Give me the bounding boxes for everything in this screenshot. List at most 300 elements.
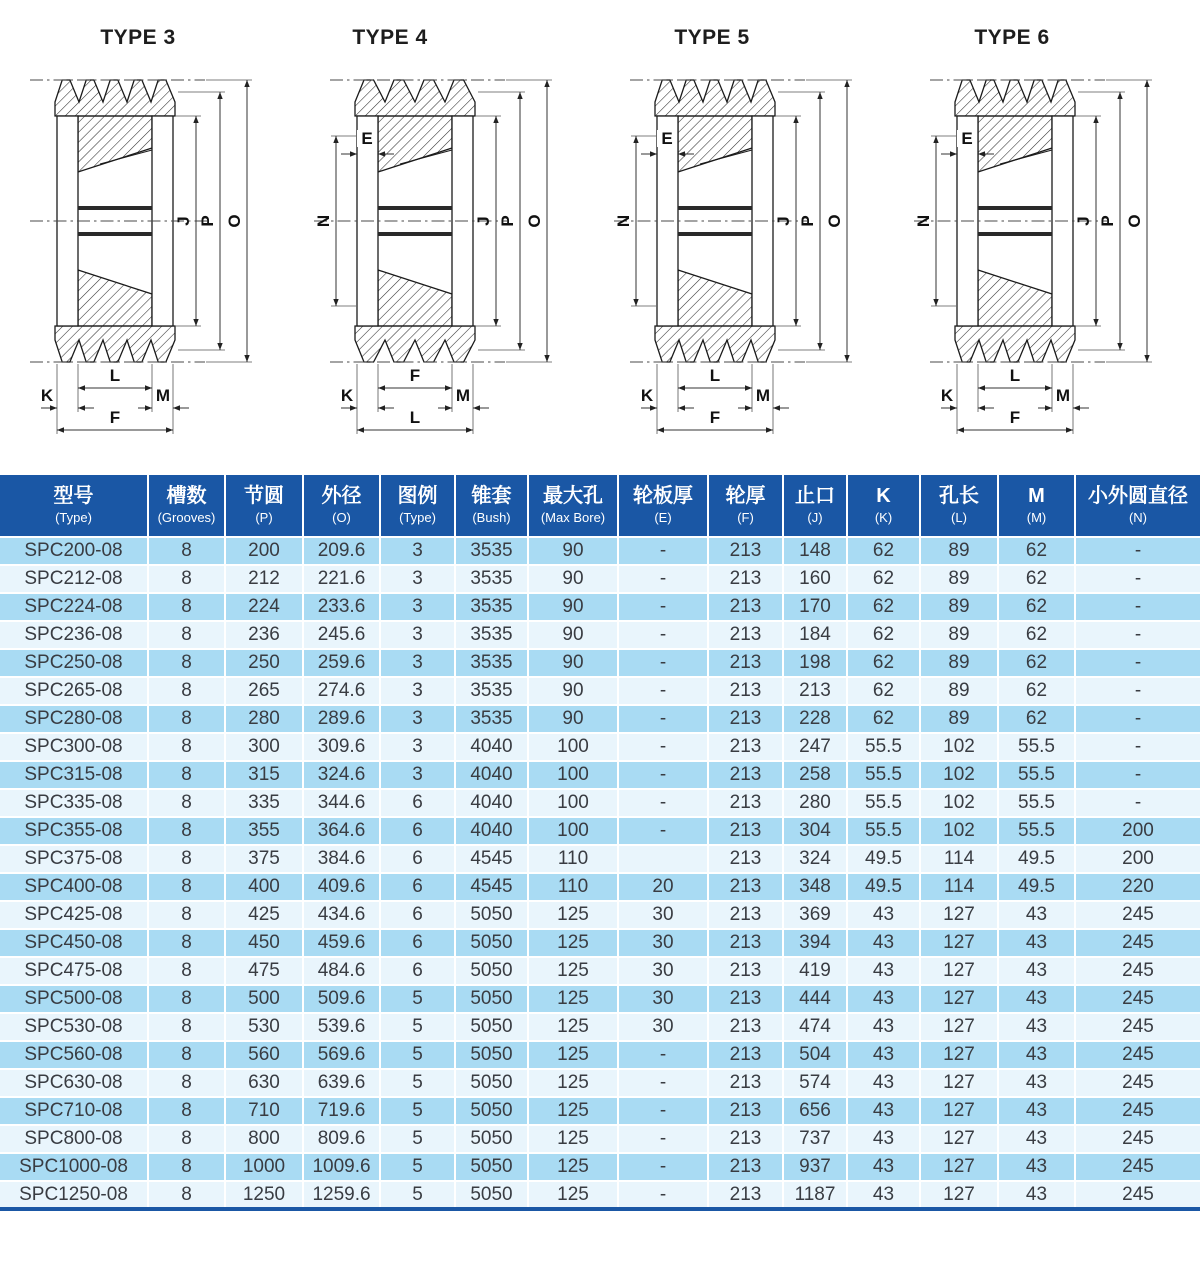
dim-label-e: E [661,129,673,148]
col-header-8 [708,475,783,537]
cell: 8 [148,985,225,1013]
cell: SPC1250-08 [0,1181,148,1209]
cell: 43 [998,1069,1075,1097]
cell: 62 [998,621,1075,649]
cell: 55.5 [847,817,920,845]
col-header-zh: K [876,485,891,507]
cell: 8 [148,1013,225,1041]
cell: SPC212-08 [0,565,148,593]
cell: 100 [528,789,618,817]
cell: 639.6 [303,1069,380,1097]
col-header-en: (P) [255,510,273,525]
col-header-en: (N) [1128,510,1148,525]
cell: 1000 [225,1153,303,1181]
cell: 8 [148,593,225,621]
cell: 236 [225,621,303,649]
cell: 1259.6 [303,1181,380,1209]
cell: 8 [148,929,225,957]
cell: 8 [148,537,225,565]
cell: 200 [1075,845,1200,873]
cell: 280 [783,789,847,817]
col-header-en: (M) [1026,510,1047,525]
cell: 8 [148,1153,225,1181]
cell: 212 [225,565,303,593]
cell: 5 [380,1153,455,1181]
cell: 89 [920,705,998,733]
cell: 6 [380,845,455,873]
col-header-zh: 止口 [795,485,835,507]
cell: 258 [783,761,847,789]
cell: 114 [920,873,998,901]
cell: 213 [708,1041,783,1069]
col-header-7 [618,475,708,537]
cell: 160 [783,565,847,593]
cell: 245 [1075,985,1200,1013]
spec-table [0,475,1200,1211]
col-header-zh: 外径 [321,485,362,507]
cell: 127 [920,1013,998,1041]
cell: 3535 [455,593,528,621]
cell: 102 [920,761,998,789]
cell: 5050 [455,957,528,985]
cell: 43 [998,1125,1075,1153]
cell: 114 [920,845,998,873]
pulley-drawing [900,52,1200,475]
cell: 127 [920,1097,998,1125]
cell: SPC800-08 [0,1125,148,1153]
cell: 434.6 [303,901,380,929]
cell: 30 [618,929,708,957]
cell: 110 [528,873,618,901]
diagram-type-5 [600,0,900,475]
cell: - [618,1125,708,1153]
cell: 89 [920,565,998,593]
cell: SPC200-08 [0,537,148,565]
cell: SPC400-08 [0,873,148,901]
cell: SPC236-08 [0,621,148,649]
table-row [0,1013,1200,1041]
col-header-11 [920,475,998,537]
cell: - [1075,789,1200,817]
cell: 474 [783,1013,847,1041]
cell: 5050 [455,1097,528,1125]
col-header-12 [998,475,1075,537]
cell: SPC265-08 [0,677,148,705]
dim-label-k: K [340,386,354,405]
cell: 500 [225,985,303,1013]
cell: 62 [998,537,1075,565]
cell: 62 [998,649,1075,677]
cell: 656 [783,1097,847,1125]
cell: SPC500-08 [0,985,148,1013]
cell: 8 [148,733,225,761]
dim-label-m: M [155,386,171,405]
cell: 484.6 [303,957,380,985]
col-header-13 [1075,475,1200,537]
cell: - [1075,537,1200,565]
cell: 213 [708,621,783,649]
cell: 5 [380,1125,455,1153]
cell: 100 [528,761,618,789]
cell: 55.5 [847,789,920,817]
cell: 3535 [455,677,528,705]
cell: 100 [528,817,618,845]
table-header-row [0,475,1200,537]
cell: 4040 [455,761,528,789]
col-header-1 [148,475,225,537]
dim-label-j: J [174,216,193,226]
cell: 213 [708,1153,783,1181]
cell: - [1075,733,1200,761]
cell: - [618,1041,708,1069]
cell: 127 [920,1153,998,1181]
cell: 213 [708,649,783,677]
cell: 233.6 [303,593,380,621]
cell: 43 [998,1097,1075,1125]
col-header-zh: 小外圆直径 [1088,485,1188,507]
cell: 245 [1075,1013,1200,1041]
dim-label-k: K [640,386,654,405]
diagram-title: TYPE 6 [974,26,1050,49]
cell: 3535 [455,705,528,733]
col-header-en: (J) [807,510,823,525]
cell: SPC224-08 [0,593,148,621]
table-row [0,537,1200,565]
cell: 62 [847,621,920,649]
cell: 800 [225,1125,303,1153]
diagram-title: TYPE 4 [352,26,428,49]
cell: 3 [380,761,455,789]
cell: 213 [708,677,783,705]
table-row [0,929,1200,957]
cell: 265 [225,677,303,705]
cell: 8 [148,677,225,705]
table-row [0,957,1200,985]
col-header-en: (Type) [399,510,436,525]
cell: 102 [920,817,998,845]
dim-label-p: P [1098,215,1117,227]
cell: 5 [380,1041,455,1069]
cell: 125 [528,901,618,929]
cell: 49.5 [847,873,920,901]
cell: 5 [380,1013,455,1041]
dim-label-l: L [1009,366,1021,385]
cell: 289.6 [303,705,380,733]
diagram-type-3 [0,0,300,475]
cell: 43 [847,1153,920,1181]
cell: 394 [783,929,847,957]
dim-label-o: O [525,214,544,228]
cell: 62 [847,705,920,733]
cell: - [618,621,708,649]
cell: 89 [920,593,998,621]
col-header-zh: 锥套 [471,485,512,507]
cell: SPC475-08 [0,957,148,985]
cell: 30 [618,957,708,985]
cell: - [618,761,708,789]
cell: 5 [380,1181,455,1209]
cell: 3 [380,649,455,677]
cell: 8 [148,1181,225,1209]
dim-label-n: N [614,214,633,228]
diagram-title: TYPE 3 [100,26,176,49]
cell: 530 [225,1013,303,1041]
cell: 62 [847,537,920,565]
cell: 198 [783,649,847,677]
cell: SPC280-08 [0,705,148,733]
cell: 90 [528,537,618,565]
cell: 220 [1075,873,1200,901]
table-row [0,1125,1200,1153]
cell: 5050 [455,1041,528,1069]
col-header-en: (Max Bore) [540,510,606,525]
cell: 125 [528,1125,618,1153]
cell: 504 [783,1041,847,1069]
cell: 419 [783,957,847,985]
cell: 569.6 [303,1041,380,1069]
cell: 5 [380,985,455,1013]
cell: 710 [225,1097,303,1125]
col-header-zh: M [1028,485,1045,507]
cell: 89 [920,537,998,565]
cell: 3 [380,593,455,621]
cell: 213 [708,1125,783,1153]
cell: 4545 [455,873,528,901]
dim-label-f: F [709,408,721,427]
cell: 43 [847,985,920,1013]
cell: 125 [528,957,618,985]
cell: 4040 [455,817,528,845]
cell: 324 [783,845,847,873]
cell: 55.5 [998,817,1075,845]
cell: 43 [847,901,920,929]
cell: 5050 [455,929,528,957]
table-row [0,817,1200,845]
table-row [0,565,1200,593]
table-row [0,1069,1200,1097]
cell: 364.6 [303,817,380,845]
cell: 89 [920,677,998,705]
cell: 375 [225,845,303,873]
pulley-drawing [0,52,300,475]
cell: 3 [380,677,455,705]
dim-label-o: O [825,214,844,228]
cell: 4545 [455,845,528,873]
cell: SPC315-08 [0,761,148,789]
cell: 459.6 [303,929,380,957]
cell: 5050 [455,1181,528,1209]
cell: 110 [528,845,618,873]
cell: 89 [920,649,998,677]
col-header-en: (Grooves) [157,510,216,525]
cell: 245 [1075,1041,1200,1069]
cell: 213 [708,929,783,957]
cell: - [618,537,708,565]
cell: 49.5 [998,873,1075,901]
col-header-9 [783,475,847,537]
cell: 125 [528,1153,618,1181]
col-header-en: (E) [654,510,672,525]
cell: 200 [1075,817,1200,845]
cell: 55.5 [847,761,920,789]
cell: 247 [783,733,847,761]
cell: 5 [380,1097,455,1125]
cell: 450 [225,929,303,957]
table-row [0,1181,1200,1209]
cell: 43 [998,1013,1075,1041]
cell: 8 [148,649,225,677]
cell: 213 [783,677,847,705]
cell: - [1075,761,1200,789]
cell: 444 [783,985,847,1013]
cell: 127 [920,1041,998,1069]
col-header-zh: 最大孔 [543,485,603,507]
dim-label-j: J [774,216,793,226]
cell: 90 [528,565,618,593]
table-row [0,705,1200,733]
cell: 213 [708,537,783,565]
cell: - [618,649,708,677]
col-header-en: (F) [737,510,754,525]
cell: 274.6 [303,677,380,705]
cell: - [1075,593,1200,621]
table-row [0,845,1200,873]
dim-label-f: F [1009,408,1021,427]
cell: 425 [225,901,303,929]
cell: - [618,1097,708,1125]
col-header-zh: 轮板厚 [633,485,693,507]
cell: 62 [847,677,920,705]
cell: 213 [708,873,783,901]
dim-label-e: E [961,129,973,148]
cell: 250 [225,649,303,677]
cell: 90 [528,649,618,677]
cell: 224 [225,593,303,621]
cell: 8 [148,957,225,985]
col-header-en: (Type) [55,510,92,525]
cell: 5050 [455,1125,528,1153]
table-row [0,1153,1200,1181]
cell: 8 [148,901,225,929]
cell: 49.5 [847,845,920,873]
cell: 6 [380,957,455,985]
cell: 259.6 [303,649,380,677]
cell: 8 [148,1125,225,1153]
cell: 30 [618,901,708,929]
cell: 90 [528,593,618,621]
cell: 90 [528,621,618,649]
cell: 43 [847,929,920,957]
cell: 148 [783,537,847,565]
cell: 62 [847,649,920,677]
dim-label-p: P [498,215,517,227]
cell: 300 [225,733,303,761]
cell: 6 [380,873,455,901]
cell: 369 [783,901,847,929]
dim-label-k: K [40,386,54,405]
cell: - [618,817,708,845]
cell: 8 [148,1041,225,1069]
cell: 245 [1075,1153,1200,1181]
cell: 1250 [225,1181,303,1209]
cell: 630 [225,1069,303,1097]
cell: 280 [225,705,303,733]
cell: SPC450-08 [0,929,148,957]
cell: 8 [148,845,225,873]
pulley-drawing [600,52,900,475]
cell: 245.6 [303,621,380,649]
cell: 228 [783,705,847,733]
cell: 213 [708,845,783,873]
table-row [0,985,1200,1013]
cell: 102 [920,733,998,761]
cell: 8 [148,873,225,901]
cell: SPC335-08 [0,789,148,817]
col-header-en: (K) [874,510,893,525]
cell: 245 [1075,929,1200,957]
dim-label-n: N [914,214,933,228]
col-header-zh: 图例 [397,485,438,507]
col-header-zh: 型号 [53,485,94,507]
cell: 127 [920,1069,998,1097]
cell: 170 [783,593,847,621]
col-header-zh: 轮厚 [725,485,766,507]
cell: 809.6 [303,1125,380,1153]
cell: - [618,1069,708,1097]
cell: 213 [708,761,783,789]
cell: 8 [148,621,225,649]
cell: - [1075,565,1200,593]
dim-label-o: O [1125,214,1144,228]
cell: 43 [998,901,1075,929]
cell: 3535 [455,621,528,649]
cell: 127 [920,901,998,929]
cell: SPC1000-08 [0,1153,148,1181]
cell: 8 [148,761,225,789]
dim-label-m: M [1055,386,1071,405]
dim-label-m: M [455,386,471,405]
col-header-en: (Bush) [472,510,511,525]
cell: - [618,1153,708,1181]
cell: 324.6 [303,761,380,789]
table-row [0,1041,1200,1069]
table-row [0,873,1200,901]
col-header-zh: 节圆 [244,485,284,507]
cell: 43 [847,1041,920,1069]
cell: 1187 [783,1181,847,1209]
dim-label-f: F [109,408,121,427]
cell: 100 [528,733,618,761]
cell: 245 [1075,1125,1200,1153]
cell: SPC530-08 [0,1013,148,1041]
cell: 3 [380,621,455,649]
cell: 719.6 [303,1097,380,1125]
cell: SPC710-08 [0,1097,148,1125]
cell [618,845,708,873]
table-row [0,649,1200,677]
col-header-10 [847,475,920,537]
cell: 125 [528,1181,618,1209]
table-row [0,733,1200,761]
dim-label-k: K [940,386,954,405]
cell: 43 [847,1097,920,1125]
col-header-2 [225,475,303,537]
cell: 43 [998,957,1075,985]
cell: 304 [783,817,847,845]
cell: 30 [618,985,708,1013]
cell: 43 [998,985,1075,1013]
cell: 62 [998,677,1075,705]
